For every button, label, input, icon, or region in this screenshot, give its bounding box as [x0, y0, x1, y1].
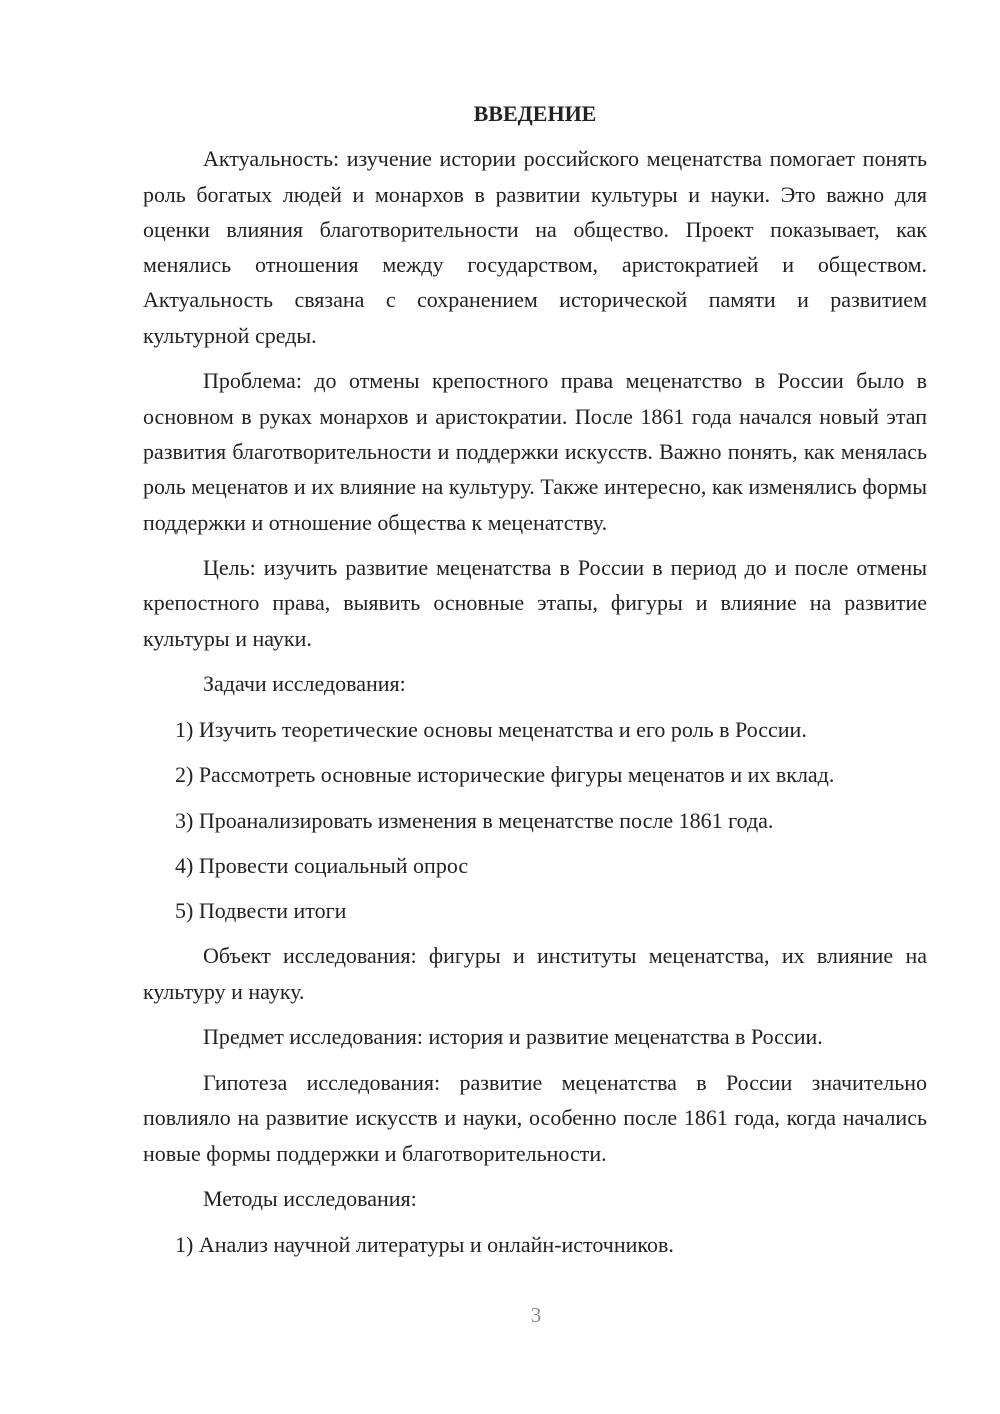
subject-paragraph: Предмет исследования: история и развитие меценатства в России.: [203, 1024, 823, 1050]
hypothesis-paragraph: Гипотеза исследования: развитие меценатства в России значительно повлияло на развитие искусств и науки, особенно после 1861 года, когда начались новые формы поддержки и благотворительности.: [143, 1069, 927, 1166]
relevance-paragraph: Актуальность: изучение истории российского меценатства помогает понять роль богатых людей и монархов в развитии культуры и науки. Это важно для оценки влияния благотворительности на общество. Проект показывает, как менялись отношения между государством, аристократией и обществом. Актуальность связана с сохранением исторической памяти и развитием культурной среды.: [143, 146, 927, 348]
tasks-heading: Задачи исследования:: [203, 671, 406, 697]
problem-paragraph: Проблема: до отмены крепостного права меценатство в России было в основном в руках монархов и аристократии. После 1861 года начался новый этап развития благотворительности и поддержки искусств. Важно понять, как менялась роль меценатов и их влияние на культуру. Также интересно, как изменялись формы поддержки и отношение общества к меценатству.: [143, 368, 927, 535]
task-item: 5) Подвести итоги: [175, 898, 347, 924]
object-paragraph: Объект исследования: фигуры и институты меценатства, их влияние на культуру и науку.: [143, 943, 927, 1004]
methods-heading: Методы исследования:: [203, 1186, 417, 1212]
method-item: 1) Анализ научной литературы и онлайн-источников.: [175, 1231, 674, 1257]
task-item: 4) Провести социальный опрос: [175, 852, 469, 878]
task-item: 3) Проанализировать изменения в меценатстве после 1861 года.: [175, 807, 774, 833]
document-page: [143, 96, 927, 1272]
section-title: ВВЕДЕНИЕ: [473, 101, 597, 126]
page-number: 3: [530, 1303, 542, 1327]
goal-paragraph: Цель: изучить развитие меценатства в России в период до и после отмены крепостного права, выявить основные этапы, фигуры и влияние на развитие культуры и науки.: [143, 555, 927, 651]
task-item: 1) Изучить теоретические основы меценатства и его роль в России.: [175, 716, 807, 742]
task-item: 2) Рассмотреть основные исторические фигуры меценатов и их вклад.: [175, 762, 835, 788]
